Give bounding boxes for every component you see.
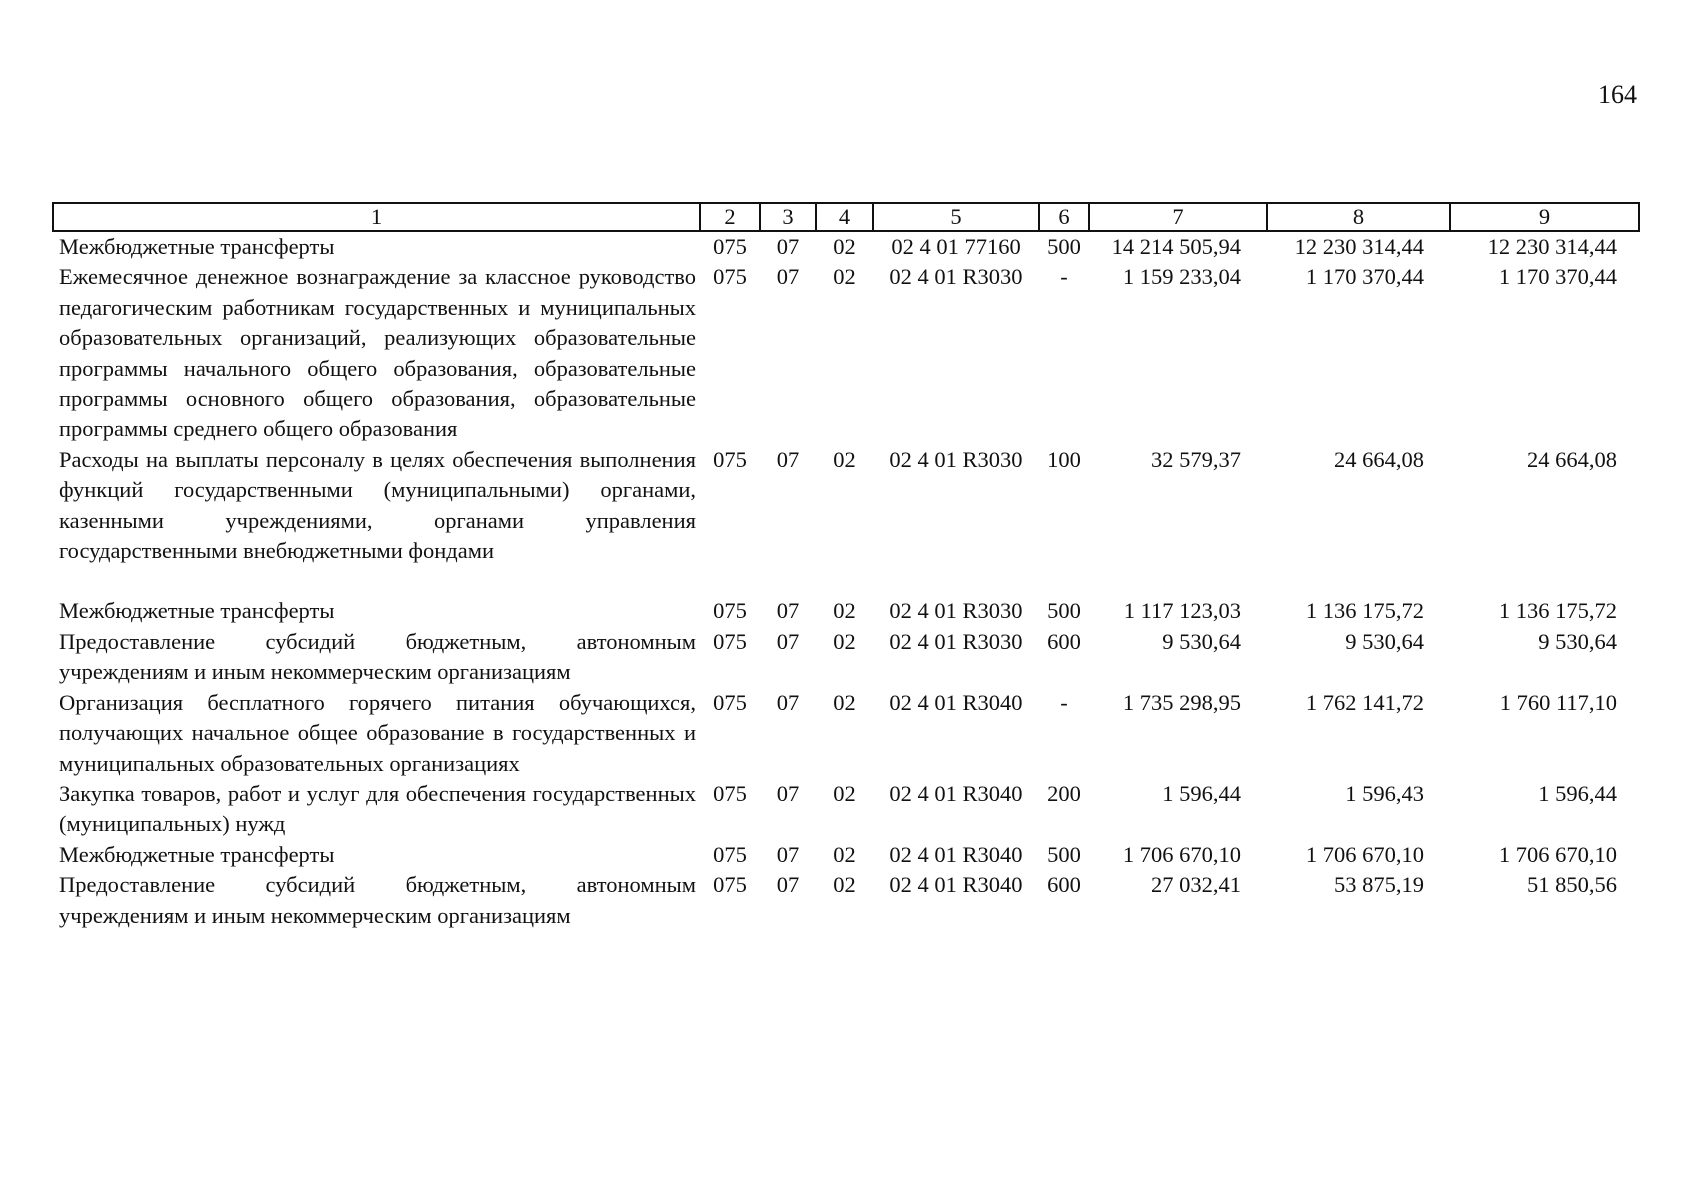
- row-grbs: 075: [713, 841, 747, 867]
- row-value-3: 9 530,64: [1538, 628, 1617, 654]
- row-name: Межбюджетные трансферты: [59, 598, 335, 624]
- row-rz: 07: [776, 628, 800, 654]
- table-row: [53, 627, 1639, 688]
- row-grbs: 075: [713, 264, 747, 290]
- row-value-2: 1 762 141,72: [1305, 689, 1424, 715]
- header-col-2: 2: [700, 203, 760, 231]
- row-name: Закупка товаров, работ и услуг для обеспечения государственных (муниципальных) нужд: [59, 780, 696, 837]
- row-vr: -: [1060, 689, 1068, 715]
- row-value-3: 1 596,44: [1538, 780, 1617, 806]
- row-pr: 02: [833, 689, 856, 715]
- table-row: [53, 596, 1639, 626]
- row-value-3: 1 760 117,10: [1499, 689, 1617, 715]
- row-name: Организация бесплатного горячего питания обучающихся, получающих начальное общее образование в государственных и муниципальных образовательных организациях: [59, 689, 696, 776]
- row-name: Предоставление субсидий бюджетным, автономным учреждениям и иным некоммерческим организациям: [59, 872, 696, 928]
- table-row: [53, 262, 1639, 444]
- row-vr: 600: [1047, 628, 1081, 654]
- row-grbs: 075: [713, 598, 747, 624]
- row-value-3: 1 136 175,72: [1498, 598, 1617, 624]
- row-rz: 07: [776, 872, 800, 898]
- header-col-9: 9: [1450, 203, 1639, 231]
- header-col-3: 3: [760, 203, 816, 231]
- row-value-3: 24 664,08: [1527, 446, 1617, 472]
- row-rz: 07: [776, 446, 800, 472]
- table-row: [53, 870, 1639, 931]
- row-pr: 02: [833, 264, 856, 290]
- header-col-5: 5: [873, 203, 1039, 231]
- row-value-3: 51 850,56: [1527, 872, 1617, 898]
- table-row: [53, 779, 1639, 840]
- row-grbs: 075: [713, 689, 747, 715]
- row-rz: 07: [776, 264, 800, 290]
- row-csr: 02 4 01 R3030: [889, 598, 1023, 624]
- row-rz: 07: [776, 689, 800, 715]
- row-value-2: 1 170 370,44: [1305, 264, 1424, 290]
- row-rz: 07: [776, 780, 800, 806]
- budget-table: [52, 202, 1640, 931]
- row-name: Ежемесячное денежное вознаграждение за классное руководство педагогическим работникам государственных и муниципальных образовательных организаций, реализующих образовательные программы начального общего образования, образовательные программы основного общего образования, образовательные программы среднего общего образования: [59, 264, 696, 442]
- row-grbs: 075: [713, 446, 747, 472]
- table-row: [53, 840, 1639, 870]
- table-row: [53, 445, 1639, 567]
- row-value-3: 12 230 314,44: [1487, 234, 1617, 259]
- row-value-1: 27 032,41: [1151, 872, 1241, 898]
- header-col-4: 4: [816, 203, 873, 231]
- row-csr: 02 4 01 R3040: [889, 841, 1023, 867]
- row-value-3: 1 170 370,44: [1498, 264, 1617, 290]
- row-vr: 200: [1047, 780, 1081, 806]
- row-grbs: 075: [713, 872, 747, 898]
- row-value-2: 53 875,19: [1334, 872, 1424, 898]
- header-col-6: 6: [1039, 203, 1089, 231]
- row-value-3: 1 706 670,10: [1498, 841, 1617, 867]
- header-col-8: 8: [1267, 203, 1450, 231]
- row-name: Межбюджетные трансферты: [59, 841, 335, 867]
- row-value-2: 24 664,08: [1334, 446, 1424, 472]
- row-grbs: 075: [713, 234, 747, 259]
- row-grbs: 075: [713, 628, 747, 654]
- table-body: [53, 231, 1639, 931]
- row-csr: 02 4 01 R3030: [889, 628, 1023, 654]
- row-pr: 02: [833, 234, 856, 259]
- page-number: 164: [1598, 80, 1637, 109]
- row-vr: -: [1060, 264, 1068, 290]
- table-header: [53, 203, 1639, 231]
- row-pr: 02: [833, 446, 856, 472]
- row-value-1: 9 530,64: [1162, 628, 1241, 654]
- row-value-1: 1 596,44: [1162, 780, 1241, 806]
- row-name: Межбюджетные трансферты: [59, 234, 335, 259]
- row-csr: 02 4 01 R3040: [889, 872, 1023, 898]
- spacer-cell: [53, 566, 1639, 596]
- row-value-1: 1 159 233,04: [1122, 264, 1241, 290]
- row-csr: 02 4 01 77160: [891, 234, 1021, 259]
- row-csr: 02 4 01 R3040: [889, 689, 1023, 715]
- row-pr: 02: [833, 841, 856, 867]
- row-value-2: 1 136 175,72: [1305, 598, 1424, 624]
- row-value-1: 32 579,37: [1151, 446, 1241, 472]
- row-csr: 02 4 01 R3030: [889, 446, 1023, 472]
- row-value-1: 1 735 298,95: [1122, 689, 1241, 715]
- row-value-1: 1 706 670,10: [1122, 841, 1241, 867]
- row-csr: 02 4 01 R3040: [889, 780, 1023, 806]
- row-rz: 07: [776, 234, 800, 259]
- row-grbs: 075: [713, 780, 747, 806]
- row-vr: 500: [1047, 234, 1081, 259]
- row-value-2: 9 530,64: [1345, 628, 1424, 654]
- row-pr: 02: [833, 628, 856, 654]
- row-csr: 02 4 01 R3030: [889, 264, 1023, 290]
- table-row: [53, 688, 1639, 779]
- spacer-row: [53, 566, 1639, 596]
- row-rz: 07: [776, 598, 800, 624]
- row-value-2: 1 596,43: [1345, 780, 1424, 806]
- row-vr: 100: [1047, 446, 1081, 472]
- table-row: [53, 231, 1639, 262]
- row-vr: 500: [1047, 841, 1081, 867]
- row-pr: 02: [833, 872, 856, 898]
- row-pr: 02: [833, 780, 856, 806]
- header-col-7: 7: [1089, 203, 1267, 231]
- row-rz: 07: [776, 841, 800, 867]
- row-value-2: 12 230 314,44: [1294, 234, 1424, 259]
- row-value-2: 1 706 670,10: [1305, 841, 1424, 867]
- row-value-1: 1 117 123,03: [1123, 598, 1241, 624]
- row-vr: 600: [1047, 872, 1081, 898]
- header-col-1: 1: [53, 203, 700, 231]
- row-value-1: 14 214 505,94: [1111, 234, 1241, 259]
- row-name: Предоставление субсидий бюджетным, автономным учреждениям и иным некоммерческим организациям: [59, 628, 696, 685]
- row-pr: 02: [833, 598, 856, 624]
- row-vr: 500: [1047, 598, 1081, 624]
- row-name: Расходы на выплаты персоналу в целях обеспечения выполнения функций государственными (муниципальными) органами, казенными учреждениями, органами управления государственными внебюджетными фондами: [59, 446, 696, 564]
- header-row: [53, 203, 1639, 231]
